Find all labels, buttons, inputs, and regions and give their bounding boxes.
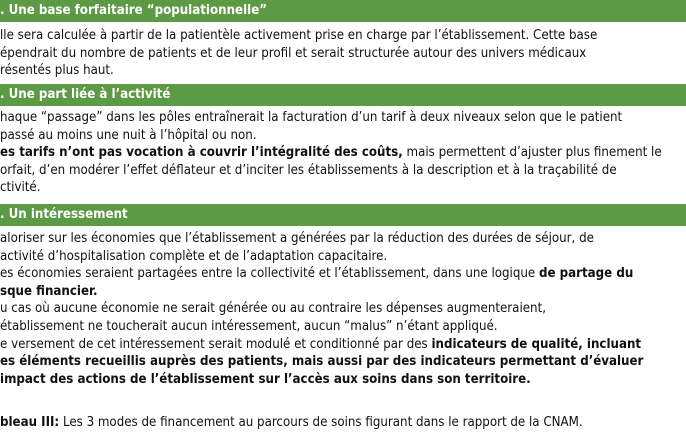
bold-text-segment: impact des actions de l’établissement sur l’accès aux soins dans son territoire. bbox=[0, 371, 531, 387]
text-segment: résentés plus haut. bbox=[0, 63, 114, 79]
text-line bbox=[0, 318, 686, 336]
text-line bbox=[0, 144, 686, 162]
caption-label: bleau III: bbox=[0, 415, 60, 430]
section-body-base-forfaitaire bbox=[0, 27, 686, 80]
text-segment: mais permettent d’ajuster plus finement le bbox=[402, 145, 662, 161]
text-line bbox=[0, 179, 686, 197]
text-line bbox=[0, 162, 686, 180]
section-header-part-activite: . Une part liée à l’activité bbox=[0, 84, 686, 106]
text-line bbox=[0, 300, 686, 318]
section-header-interessement: . Un intéressement bbox=[0, 204, 686, 226]
text-segment: aloriser sur les économies que l’établissement a générées par la réduction des durées de séjour, de bbox=[0, 231, 594, 246]
text-segment: lle sera calculée à partir de la patientèle activement prise en charge par l’établissement. Cette base bbox=[0, 28, 598, 43]
text-line bbox=[0, 109, 686, 127]
text-line bbox=[0, 27, 686, 45]
caption-text: Les 3 modes de financement au parcours de soins figurant dans le rapport de la CNAM. bbox=[59, 415, 583, 430]
text-line bbox=[0, 248, 686, 266]
text-line bbox=[0, 283, 686, 301]
text-line bbox=[0, 371, 686, 389]
bold-text-segment: de partage du bbox=[538, 266, 634, 282]
text-line bbox=[0, 62, 686, 80]
text-line bbox=[0, 230, 686, 248]
section-header-base-forfaitaire: . Une base forfaitaire “populationnelle” bbox=[0, 0, 686, 22]
bold-text-segment: indicateurs de qualité, incluant bbox=[431, 336, 642, 352]
text-line bbox=[0, 336, 686, 354]
table-caption bbox=[0, 414, 686, 432]
section-body-interessement bbox=[0, 230, 686, 388]
section-body-part-activite bbox=[0, 109, 686, 197]
bold-text-segment: sque financier. bbox=[0, 283, 98, 299]
bold-text-segment: es tarifs n’ont pas vocation à couvrir l’intégralité des coûts, bbox=[0, 145, 403, 161]
text-segment: activité d’hospitalisation complète et de l’adaptation capacitaire. bbox=[0, 248, 388, 264]
text-line bbox=[0, 353, 686, 371]
text-line bbox=[0, 127, 686, 145]
text-segment: orfait, d’en modérer l’effet déflateur et d’inciter les établissements à la description et à la traçabilité de bbox=[0, 162, 617, 178]
bold-text-segment: es éléments recueillis auprès des patients, mais aussi par des indicateurs permettant d’évaluer bbox=[0, 354, 644, 370]
text-line bbox=[0, 265, 686, 283]
text-segment: e versement de cet intéressement serait modulé et conditionné par des bbox=[0, 336, 432, 352]
text-segment: établissement ne toucherait aucun intéressement, aucun “malus” n’étant appliqué. bbox=[0, 318, 498, 334]
text-segment: épendrait du nombre de patients et de leur profil et serait structurée autour des univers médicaux bbox=[0, 45, 587, 61]
text-segment: es économies seraient partagées entre la collectivité et l’établissement, dans une logique bbox=[0, 266, 539, 282]
text-segment: u cas où aucune économie ne serait générée ou au contraire les dépenses augmenteraient, bbox=[0, 301, 546, 317]
text-segment: ctivité. bbox=[0, 180, 41, 196]
text-segment: haque “passage” dans les pôles entraînerait la facturation d’un tarif à deux niveaux selon que le patient bbox=[0, 110, 623, 125]
text-line bbox=[0, 45, 686, 63]
text-segment: passé au moins une nuit à l’hôpital ou non. bbox=[0, 127, 257, 143]
